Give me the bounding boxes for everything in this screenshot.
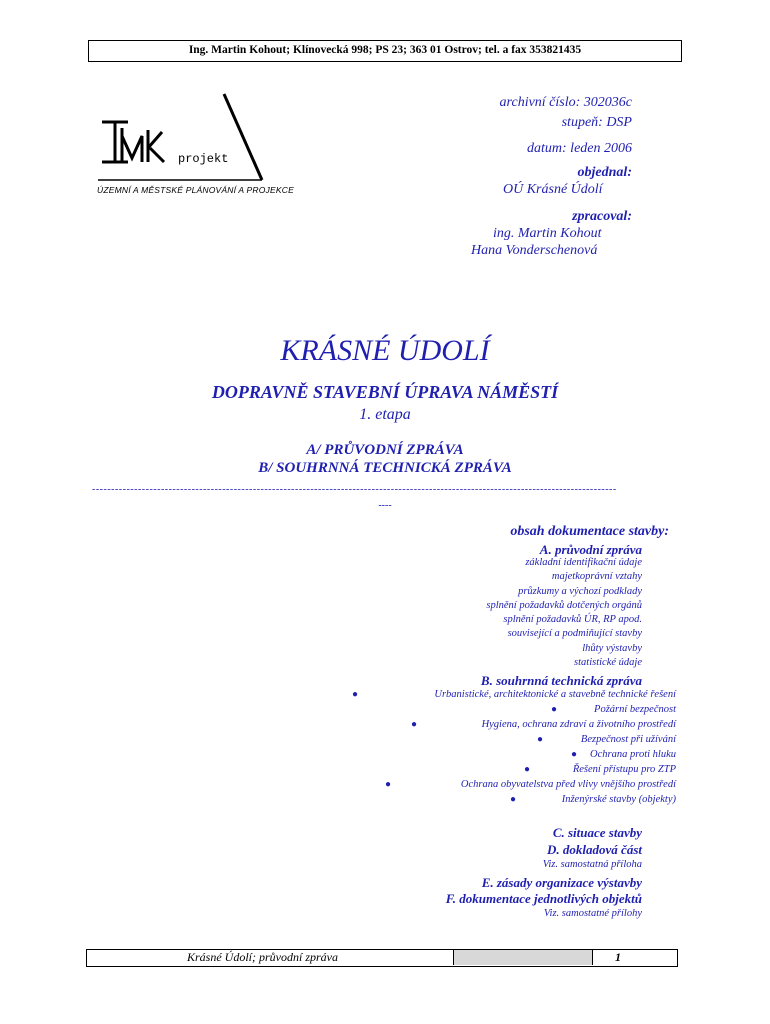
toc-a-item: splnění požadavků dotčených orgánů — [486, 600, 642, 611]
toc-a-item: průzkumy a výchozí podklady — [518, 586, 642, 597]
toc-d-note: Viz. samostatná příloha — [542, 859, 642, 870]
project-stage: stupeň: DSP — [561, 115, 632, 130]
toc-a-item: základní identifikační údaje — [525, 557, 642, 568]
toc-b-item: Požární bezpečnost — [594, 704, 676, 715]
document-subtitle: DOPRAVNĚ STAVEBNÍ ÚPRAVA NÁMĚSTÍ — [211, 382, 559, 402]
bullet-icon: ● — [571, 749, 578, 760]
bullet-icon: ● — [551, 704, 558, 715]
toc-b-item: Urbanistické, architektonické a stavebně technické řešení — [434, 689, 676, 700]
toc-heading: obsah dokumentace stavby: — [510, 524, 669, 539]
bullet-icon: ● — [385, 779, 392, 790]
toc-a-item: majetkoprávní vztahy — [551, 571, 642, 582]
bullet-icon: ● — [524, 764, 531, 775]
toc-a-item: související a podmiňující stavby — [507, 628, 642, 639]
letterhead: Ing. Martin Kohout; Klínovecká 998; PS 23; 363 01 Ostrov; tel. a fax 353821435 — [88, 40, 682, 62]
toc-a-item: splnění požadavků ÚR, RP apod. — [503, 614, 642, 625]
toc-b-item: Bezpečnost při užívání — [580, 734, 676, 745]
toc-b-item: Ochrana obyvatelstva před vlivy vnějšího prostředí — [460, 779, 676, 790]
document-title: KRÁSNÉ ÚDOLÍ — [280, 334, 490, 367]
toc-f-note: Viz. samostatné přílohy — [543, 908, 642, 919]
bullet-icon: ● — [537, 734, 544, 745]
bullet-icon: ● — [411, 719, 418, 730]
logo-word: projekt — [178, 152, 229, 166]
toc-c-heading: C. situace stavby — [552, 825, 642, 840]
toc-a-heading: A. průvodní zpráva — [539, 542, 642, 557]
toc-b-item: Inženýrské stavby (objekty) — [561, 794, 676, 805]
divider-line: ----------------------------------------------------------------------------------------------------------------------------------------- — [92, 484, 617, 495]
ordered-label: objednal: — [577, 165, 632, 180]
toc-b-item: Řešení přístupu pro ZTP — [572, 764, 676, 775]
section-b-title: B/ SOUHRNNÁ TECHNICKÁ ZPRÁVA — [258, 460, 512, 476]
toc-d-heading: D. dokladová část — [547, 842, 642, 857]
toc-a-item: statistické údaje — [574, 657, 642, 668]
prepared-by-2: Hana Vonderschenová — [471, 243, 598, 258]
toc-a-item: lhůty výstavby — [582, 643, 642, 654]
bullet-icon: ● — [352, 689, 359, 700]
toc-f-heading: F. dokumentace jednotlivých objektů — [445, 891, 642, 906]
section-a-title: A/ PRŮVODNÍ ZPRÁVA — [306, 442, 464, 458]
page-footer — [86, 949, 678, 967]
logo-tagline: ÚZEMNÍ A MĚSTSKÉ PLÁNOVÁNÍ A PROJEKCE — [97, 185, 294, 195]
ordered-by: OÚ Krásné Údolí — [503, 182, 603, 197]
document-date: datum: leden 2006 — [527, 141, 632, 156]
document-stage: 1. etapa — [359, 406, 411, 423]
divider-tail: ---- — [378, 500, 392, 511]
page-number: 1 — [615, 950, 621, 964]
bullet-icon: ● — [510, 794, 517, 805]
toc-b-item: Hygiena, ochrana zdraví a životního prostředí — [481, 719, 676, 730]
prepared-by-1: ing. Martin Kohout — [493, 226, 602, 241]
toc-b-item: Ochrana proti hluku — [590, 749, 676, 760]
toc-e-heading: E. zásady organizace výstavby — [481, 875, 642, 890]
toc-b-heading: B. souhrnná technická zpráva — [480, 673, 642, 688]
prepared-label: zpracoval: — [572, 209, 632, 224]
footer-label: Krásné Údolí; průvodní zpráva — [187, 950, 338, 964]
archive-number: archivní číslo: 302036c — [499, 95, 632, 110]
